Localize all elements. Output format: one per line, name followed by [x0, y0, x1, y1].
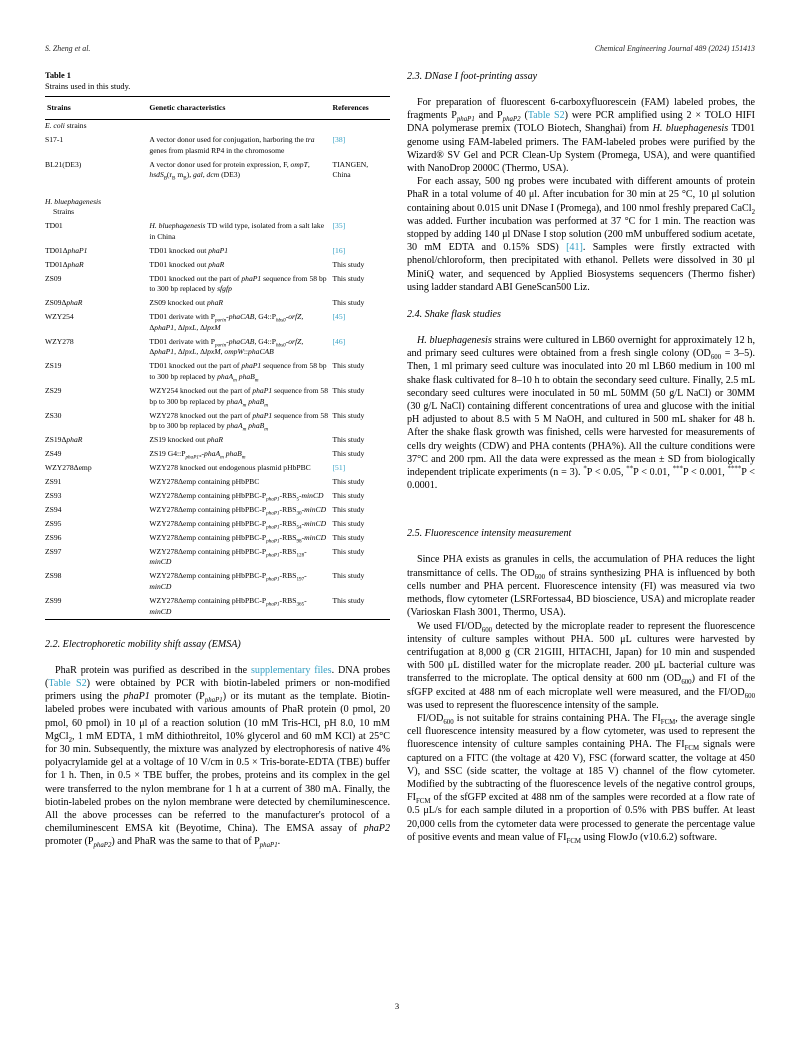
- reference-cell: This study: [332, 385, 365, 395]
- strain-name: E. coli strains: [45, 121, 87, 131]
- table-row: [45, 158, 390, 183]
- section-2-3-body: [407, 96, 755, 294]
- paragraph: $FI/OD_{600}$ is not suitable for strains containing PHA. The $FI_{FCM}$, the average single cell fluorescence intensity measured by a flow cytometer, was used to represent the fluorescence intensity of culture samples containing PHA. The $FI_{FCM}$ signals were captured on a FITC (the voltage at 420 V), FSC (forward scatter, the voltage at 450 V), and SSC (side scatter, the voltage at 185 V) channel of the flow cytometer. Modified by the subtracting of the fluorescence levels of the negative control groups, $FI_{FCM}$ of the sfGFP excited at 488 nm of the samples were recorded at a flow rate of 0.5 μL/s for each sample diluted in a proportion of 0.5% with PBS buffer. At least 20,000 cells from the cytometer data were processed to generate the percentage value of positive events and mean value of $FI_{FCM}$ using FlowJo (v10.6.2) software.: [407, 712, 755, 845]
- genetic-characteristics: WZY278Δemp containing pHbPBC-$P_{phaP1}-RBS_{54}$-minCD: [149, 518, 327, 531]
- genetic-characteristics: TD01 knocked out phaP1: [149, 245, 229, 255]
- strain-name: ZS93: [45, 490, 62, 500]
- section-2-5-body: [407, 553, 755, 843]
- table-row: [45, 461, 390, 475]
- col-header-characteristics: Genetic characteristics: [149, 97, 332, 120]
- strain-name: ZS19ΔphaR: [45, 435, 83, 445]
- reference-cell: This study: [332, 571, 365, 581]
- reference-cell: This study: [332, 449, 365, 459]
- section-2-4-heading: 2.4. Shake flask studies: [407, 309, 501, 321]
- genetic-characteristics: ZS09 knocked out phaR: [149, 298, 224, 308]
- strain-name: ZS29: [45, 385, 62, 395]
- strain-name: TD01: [45, 221, 63, 231]
- table-row: [45, 335, 390, 360]
- citation-link[interactable]: [35]: [332, 221, 346, 231]
- paragraph: We used $FI/OD_{600}$ detected by the microplate reader to represent the fluorescence intensity of culture samples without PHA. 500 μL cultures were harvested by centrifugation at 8,000 g (CR 21GIII, HITACHI, Japan) for 10 min and suspended with 500 μL distilled water for the microplate reader. 200 μL bacterial culture was transferred to the microplate. The optical density at 600 nm $(OD_{600})$ and FI of the sfGFP excited at 488 nm of each microplate well were measured, and the $FI/OD_{600}$ was used to represent the fluorescence intensity of the sample.: [407, 620, 755, 711]
- genetic-characteristics: ZS19 knocked out phaR: [149, 435, 224, 445]
- col-header-references: References: [333, 97, 391, 120]
- strain-name: S17-1: [45, 135, 64, 145]
- genetic-characteristics: TD01 knocked out phaR: [149, 259, 225, 269]
- genetic-characteristics: H. bluephagenesis TD wild type, isolated from a salt lake in China: [149, 221, 325, 241]
- strain-name: BL21(DE3): [45, 159, 82, 169]
- strains-table-header: [45, 97, 390, 120]
- strain-name: ZS09: [45, 273, 62, 283]
- running-authors: S. Zheng et al.: [45, 44, 91, 53]
- citation-link[interactable]: [45]: [332, 312, 346, 322]
- section-2-2-body: [45, 664, 390, 849]
- table-row: [45, 134, 390, 159]
- table-row: [45, 433, 390, 447]
- strain-name: TD01ΔphaR: [45, 259, 84, 269]
- strain-name: ZS09ΔphaR: [45, 298, 83, 308]
- reference-cell: This study: [332, 259, 365, 269]
- table-row: [45, 447, 390, 461]
- table-caption: Strains used in this study.: [45, 82, 131, 91]
- reference-cell: [333, 134, 391, 159]
- strain-name: ZS97: [45, 546, 62, 556]
- strain-name: WZY278Δemp: [45, 463, 92, 473]
- reference-cell: [333, 335, 391, 360]
- genetic-characteristics: WZY278Δemp containing pHbPBC-$P_{phaP1}-RBS_{30}$-minCD: [149, 504, 327, 517]
- genetic-characteristics: WZY278Δemp containing pHbPBC-$P_{phaP1}-RBS_5$-minCD: [149, 490, 324, 503]
- paragraph: PhaR protein was purified as described in the supplementary files. DNA probes (Table S2) were obtained by PCR with biotin-labeled primers or non-modified primers using the phaP1 promoter $(P_{phaP1})$ or its mutant as the template. Biotin-labeled probes were incubated with various amounts of PhaR protein (0 pmol, 20 pmol, 60 pmol) in 10 μl of a reaction solution (10 mM Tris-HCl, pH 8.0, 10 mM MgCl$_2$, 1 mM EDTA, 1 mM dithiothreitol, 10% glycerol and 60 mM KCl) at 25°C for 30 min. Subsequently, the mixture was analyzed by electrophoresis of native 4% polyacrylamide gel at a voltage of 10 V/cm in 0.5 × Tris-borate-EDTA (TBE) buffer for 1 h. Then, in 0.5 × TBE buffer, the probes, proteins and its complex in the gel were transferred to the nylon membrane for 1 h at a current of 380 mA. Finally, the biotin-labeled probes on the nylon membrane were detected by chemiluminescence. All the above processes can be referred to the manufacturer's protocol of a chemiluminescent EMSA kit (Beyotime, China). The EMSA assay of phaP2 promoter $(P_{phaP2})$ and PhaR was the same to that of $P_{phaP1}$.: [45, 664, 391, 850]
- genetic-characteristics: WZY254 knocked out the part of phaP1 sequence from 58 bp to 300 bp replaced by phaA$_m$ phaB$_m$: [149, 385, 329, 409]
- right-column: [407, 71, 755, 849]
- citation-link[interactable]: [38]: [332, 135, 346, 145]
- genetic-characteristics: WZY278Δemp containing pHbPBC-$P_{phaP1}-RBS_{128}$-minCD: [149, 546, 307, 567]
- table-row: [45, 409, 390, 434]
- reference-cell: This study: [332, 477, 365, 486]
- reference-cell: This study: [332, 298, 365, 308]
- genetic-characteristics: A vector donor used for conjugation, harboring the tra genes from plasmid RP4 in the chromosome: [149, 135, 315, 155]
- paragraph: For each assay, 500 ng probes were incubated with different amounts of protein PhaR in a total volume of 40 μl. After incubation for 30 min at 25 °C, 10 μl solution containing about 0.015 unit DNase I (Promega), and 100 nmol freshly prepared CaCl$_2$ was added. Further incubation was performed at 37 °C for 1 min. The reaction was stopped by adding 140 μl DNase I stop solution (200 mM unbuffered sodium acetate, 30 mM EDTA and 0.15% SDS) [41]. Samples were firstly extracted with phenol/chloroform, then precipitated with ethanol. Pellets were dissolved in 30 μl MiniQ water, and sequenced by Applied Biosystems sequencers (Thermo fisher) using ladder standard ABI GeneScan500 Liz.: [407, 176, 755, 293]
- genetic-characteristics: WZY278 knocked out endogenous plasmid pHbPBC: [149, 463, 311, 473]
- header-row: [45, 97, 390, 120]
- citation-link[interactable]: [41]: [566, 242, 583, 254]
- strains-table-body: [45, 119, 390, 619]
- reference-cell: [333, 183, 391, 220]
- strain-name: ZS94: [45, 504, 62, 514]
- left-column: [45, 71, 390, 849]
- table-row: [45, 360, 390, 385]
- table-row: [45, 545, 390, 570]
- strain-name: ZS99: [45, 595, 62, 605]
- reference-cell: This study: [332, 595, 365, 605]
- section-2-5: [407, 528, 755, 843]
- table-row: [45, 384, 390, 409]
- table-row: [45, 272, 390, 297]
- reference-cell: [333, 311, 391, 336]
- reference-cell: This study: [332, 273, 365, 283]
- reference-cell: This study: [332, 435, 365, 445]
- link-table-s2[interactable]: Table S2: [527, 110, 565, 122]
- genetic-characteristics: TD01 derivate with $P_{porin}$-phaCAB, $G4::P_{hbs0}$-orfZ, ΔphaP1, ΔlpxL, ΔlpxM, ompW::phaCAB: [149, 336, 304, 357]
- page-header: [45, 44, 755, 53]
- paragraph: For preparation of fluorescent 6-carboxyfluorescein (FAM) labeled probes, the fragments $P_{phaP1}$ and $P_{phaP2}$ (Table S2) were PCR amplified using 2 × TOLO HIFI DNA polymerase premix (TOLO Biotech, Shanghai) from H. bluephagenesis TD01 genome using FAM-labeled primers. The FAM-labeled probes were purified by the Wizard® SV Gel and PCR Clean-Up System (Promega, USA), and were quantified with NanoDrop 2000C (Thermo, USA).: [407, 97, 756, 175]
- genetic-characteristics: A vector donor used for protein expression, F, ompT, $hsdS_B(r_B$ $m_B$), gal, dcm (DE3): [149, 159, 310, 182]
- paragraph: H. bluephagenesis strains were cultured in LB60 overnight for approximately 12 h, and primary seed cultures were obtained from a fresh single colony $(OD_{600} = 3-5)$. Then, 1 ml primary seed culture was inoculated into 20 ml LB60 medium in 100 ml shake flask cultivated for 8–10 h to obtain the secondary seed culture. Finally, 2.5 mL secondary seed cultures were inoculated in 50 mL 50MM (50 g/L NaCl) or 30MM (30 g/L NaCl) containing different concentrations of urea and glucose with the initial pH adjusted to about 8.5 with 5 M NaOH, and cultured in 500 mL shaker for 48 h. After the shake flask growth was finished, cells were harvested for measurements of cells dry weights (CDW) and PHA contents (PHA%). All the culture conditions were 37°C and 200 rpm. All the data were expressed as the mean ± SD from biologically independent triplicate experiments (n = 3). *P < 0.05, **P < 0.01, ***P < 0.001, ****P < 0.0001.: [407, 335, 755, 492]
- strain-name: WZY254: [45, 312, 74, 322]
- reference-cell: This study: [332, 361, 365, 371]
- genetic-characteristics: ZS19 $G4::P_{phaP1*}-phaA_m$ phaB$_m$: [149, 449, 246, 461]
- page-number: 3: [394, 1001, 400, 1011]
- link-table-s2[interactable]: Table S2: [48, 678, 87, 690]
- genetic-characteristics: WZY278 knocked out the part of phaP1 sequence from 58 bp to 300 bp replaced by phaA$_m$ phaB$_m$: [149, 410, 329, 433]
- table-row: [45, 258, 390, 272]
- table-row: [45, 311, 390, 336]
- section-2-3: [407, 71, 755, 294]
- genetic-characteristics: WZY278Δemp containing pHbPBC-$P_{phaP1}-RBS_{197}$-minCD: [149, 571, 307, 591]
- journal-citation: Chemical Engineering Journal 489 (2024) 151413: [594, 44, 755, 53]
- table-row: [45, 570, 390, 595]
- table-row: [45, 297, 390, 311]
- reference-cell: This study: [332, 546, 365, 556]
- genetic-characteristics: TD01 knocked out the part of phaP1 sequence from 58 bp to 300 bp replaced by sfgfp: [149, 273, 327, 294]
- table-row: [45, 244, 390, 258]
- table-row: [45, 531, 390, 545]
- table-label: Table 1: [45, 71, 71, 80]
- citation-link[interactable]: [46]: [332, 336, 346, 346]
- table-row: [45, 183, 390, 220]
- section-2-4-body: [407, 334, 755, 492]
- strain-name: WZY278: [45, 336, 74, 346]
- strain-name: ZS96: [45, 532, 62, 542]
- paragraph: Since PHA exists as granules in cells, the accumulation of PHA reduces the light transmittance of cells. The $OD_{600}$ of strains synthesizing PHA is influenced by both cells number and PHA percent. Fluorescence intensity (FI) was measured via two methods, flow cytometer (LSRFortessa4, BD bioscience, USA) and microplate reader (Varioskan Flash 3001, Thermo, USA).: [407, 554, 755, 619]
- strain-name: ZS49: [45, 449, 62, 459]
- reference-cell: This study: [332, 504, 365, 514]
- reference-cell: This study: [332, 490, 365, 500]
- genetic-characteristics: TD01 knocked out the part of phaP1 sequence from 58 bp to 300 bp replaced by phaA$_m$ phaB$_m$: [149, 361, 327, 384]
- strain-name: ZS98: [45, 571, 62, 581]
- table-row: [45, 517, 390, 531]
- table-row: [45, 220, 390, 245]
- reference-cell: This study: [332, 532, 365, 542]
- reference-cell: This study: [332, 410, 365, 420]
- strain-name: ZS30: [45, 410, 62, 420]
- strain-name: H. bluephagenesis Strains: [45, 196, 102, 217]
- reference-cell: This study: [332, 518, 365, 528]
- table-row: [45, 594, 390, 619]
- strain-name: ZS19: [45, 361, 62, 371]
- section-2-2-heading: 2.2. Electrophoretic mobility shift assay (EMSA): [45, 638, 241, 650]
- citation-link[interactable]: [51]: [332, 463, 346, 473]
- section-2-3-heading: 2.3. DNase I foot-printing assay: [407, 71, 538, 82]
- genetic-characteristics: TD01 derivate with $P_{porin}$-phaCAB, $G4::P_{hbs0}$-orfZ, ΔphaP1, ΔlpxL, ΔlpxM: [149, 312, 304, 332]
- genetic-characteristics: WZY278Δemp containing pHbPBC-$P_{phaP1}-RBS_{365}$-minCD: [149, 595, 307, 616]
- reference-cell: [333, 461, 391, 475]
- genetic-characteristics: [149, 183, 332, 220]
- reference-cell: [333, 220, 391, 245]
- genetic-characteristics: WZY278Δemp containing pHbPBC: [149, 477, 260, 486]
- section-2-4: [407, 309, 755, 492]
- two-column-layout: [45, 71, 755, 849]
- strain-name: ZS95: [45, 518, 62, 528]
- citation-link[interactable]: [16]: [332, 245, 346, 255]
- reference-cell: TIANGEN, China: [332, 159, 369, 180]
- genetic-characteristics: WZY278Δemp containing pHbPBC-$P_{phaP1}-RBS_{98}$-minCD: [149, 532, 327, 545]
- table-row: [45, 489, 390, 503]
- strain-name: ZS91: [45, 477, 62, 486]
- link-supplementary-files[interactable]: supplementary files: [250, 664, 332, 676]
- table-row: [45, 475, 390, 489]
- strain-name: TD01ΔphaP1: [45, 245, 88, 255]
- table-row: [45, 119, 390, 133]
- section-2-2: [45, 639, 390, 849]
- col-header-strains: Strains: [45, 97, 149, 120]
- strains-table: [45, 96, 390, 620]
- reference-cell: [333, 244, 391, 258]
- table-row: [45, 503, 390, 517]
- section-2-5-heading: 2.5. Fluorescence intensity measurement: [407, 528, 572, 540]
- genetic-characteristics: [149, 119, 332, 133]
- reference-cell: [333, 119, 391, 133]
